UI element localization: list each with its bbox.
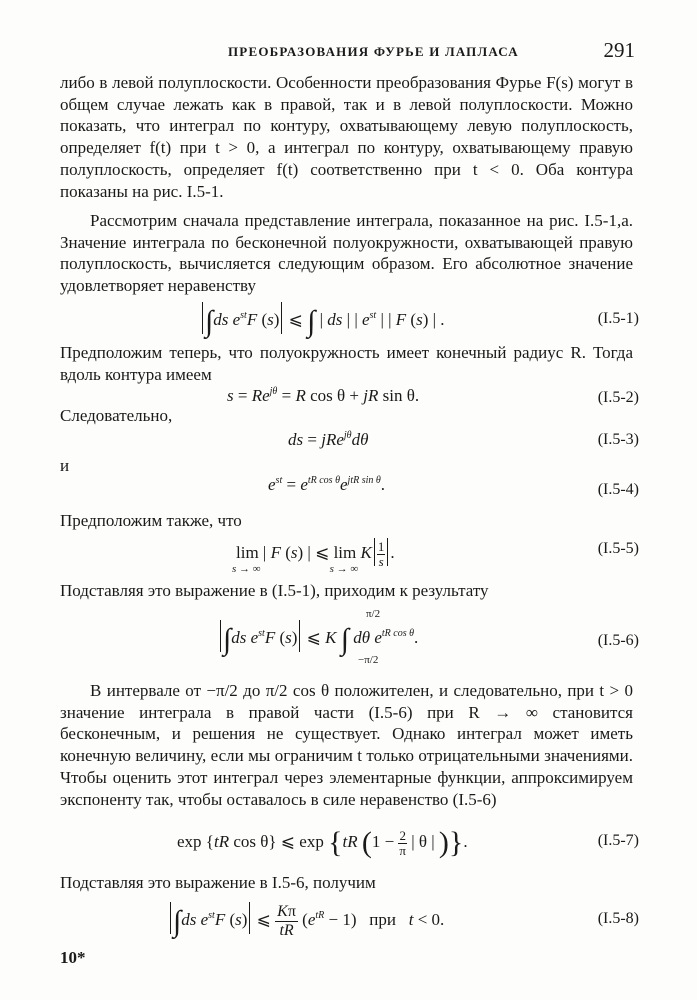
equation-number-1: (I.5-1) xyxy=(597,310,639,327)
paragraph-7: Подставляя это выражение в I.5-6, получим xyxy=(60,873,376,892)
equation-5: lim s → ∞ | F (s) | ⩽ lim s → ∞ K $\frac{1}{s}$ . xyxy=(232,538,395,575)
paragraph-2: Рассмотрим сначала представление интеграла, показанное на рис. I.5-1,a. Значение интеграла по бесконечной полуокружности, охватывающей правую полуплоскость, вычисляется следующим образом. Его абсолютное значение удовлетворяет неравенству xyxy=(60,211,633,296)
paragraph-5: Подставляя это выражение в (I.5-1), приходим к результату xyxy=(60,581,489,600)
equation-2: $s = Re^{j\theta} = R$ cos θ + jR sin θ. xyxy=(227,386,420,405)
equation-6: ∫ds $e^{st}F$ (s) ⩽ K ∫ dθ $e^{tR cos \theta}$. π/2 −π/2 xyxy=(218,620,418,670)
paragraph-6: В интервале от −π/2 до π/2 cos θ положителен, и следовательно, при t > 0 значение интеграла в правой части (I.5-6) при R → ∞ становится бесконечным, и решения не существует. Однако интеграл может иметь конечную величину, если мы ограничим t только отрицательными значениями. Чтобы оценить этот интеграл через элементарные функции, аппроксимируем экспоненту так, чтобы оставалось в силе неравенство (I.5-6) xyxy=(60,681,633,809)
condition-word: при xyxy=(369,910,396,929)
equation-4: $e^{st} = e^{tR cos \theta}e^{jtR sin \theta}$. xyxy=(268,475,386,494)
equation-number-3: (I.5-3) xyxy=(597,431,639,448)
text-therefore: Следовательно, xyxy=(60,406,173,425)
running-head: ПРЕОБРАЗОВАНИЯ ФУРЬЕ И ЛАПЛАСА xyxy=(228,44,519,59)
equation-number-7: (I.5-7) xyxy=(597,832,639,849)
equation-number-5: (I.5-5) xyxy=(597,540,639,557)
paragraph-1: либо в левой полуплоскости. Особенности преобразования Фурье F(s) могут в общем случае лежать как в правой, так и в левой полуплоскости. Можно показать, что интеграл по контуру, охватывающему левую полуплоскость, определяет f(t) при t > 0, а интеграл по контуру, охватывающему правую полуплоскость, определяет f(t) соответственно при t < 0. Оба контура показаны на рис. I.5-1. xyxy=(60,73,633,201)
equation-number-8: (I.5-8) xyxy=(597,910,639,927)
paragraph-3: Предположим теперь, что полуокружность имеет конечный радиус R. Тогда вдоль контура имеем xyxy=(60,343,633,384)
signature-mark: 10* xyxy=(60,948,86,967)
equation-1: ∫ds $e^{st}F$ (s) ⩽ ∫ | ds | | $e^{st}$ | | F (s) | . xyxy=(200,302,445,337)
equation-number-4: (I.5-4) xyxy=(597,481,639,498)
text-and: и xyxy=(60,456,70,475)
page-number: 291 xyxy=(603,38,635,62)
equation-3: ds = jRe$^{j\theta}$dθ xyxy=(288,430,369,449)
equation-7: exp {tR cos θ} ⩽ exp {tR (1 − $\frac{2}{\pi}$ | θ | )}. xyxy=(177,826,468,859)
equation-number-2: (I.5-2) xyxy=(597,389,639,406)
equation-8: ∫ds $e^{st}F$ (s) ⩽ $\frac{K\pi}{tR}$ $(e^{tR} - 1)$ при t < 0. xyxy=(168,902,444,940)
equation-number-6: (I.5-6) xyxy=(597,632,639,649)
paragraph-4: Предположим также, что xyxy=(60,511,242,530)
